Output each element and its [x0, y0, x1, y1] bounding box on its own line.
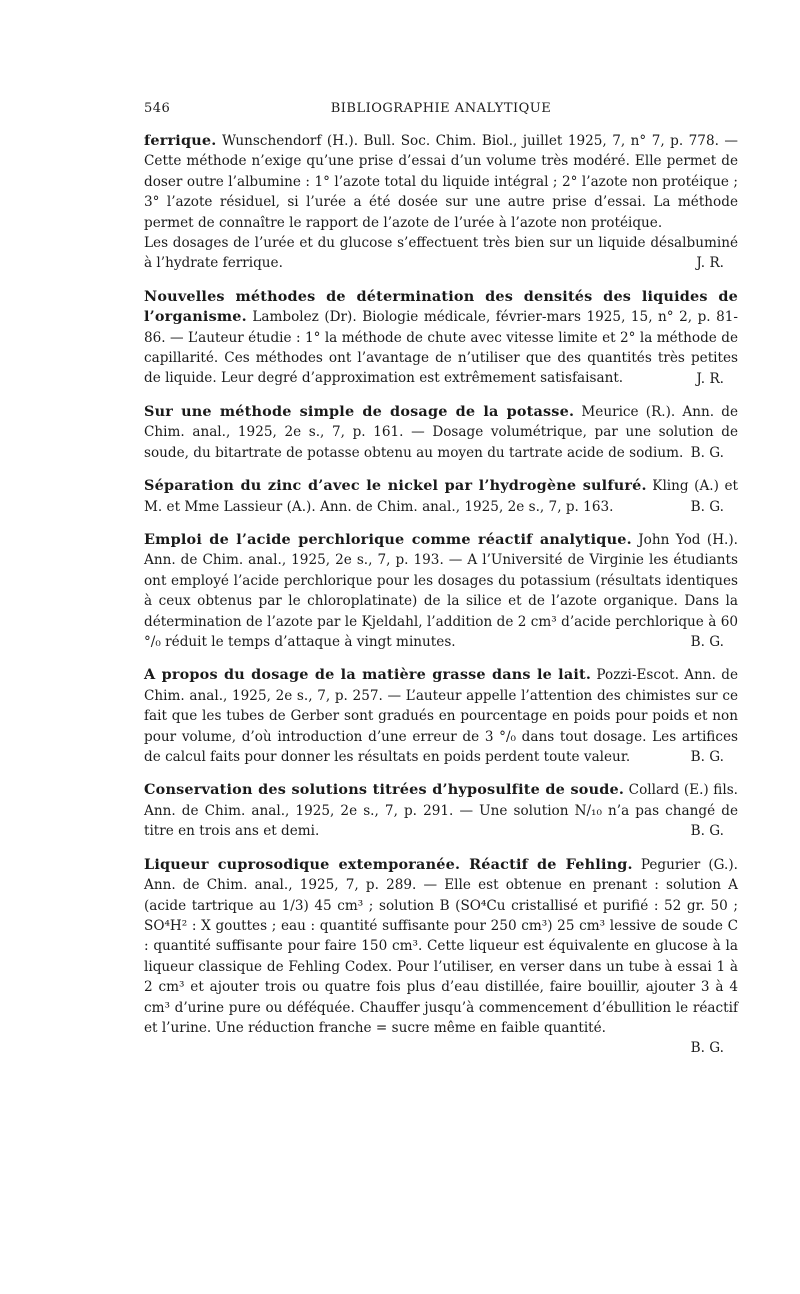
entry-title: Séparation du zinc d’avec le nickel par l’hydrogène sulfuré.	[144, 477, 647, 495]
entry-title: ferrique.	[144, 132, 217, 149]
entry-body: Pozzi-Escot. Ann. de Chim. anal., 1925, 2e s., 7, p. 257. — L’auteur appelle l’attention des chimistes sur ce fait que les tubes de Gerber sont gradués en pourcentage en poids pour poids et non pour volume, d’où introduction d’une erreur de 3 °/₀ dans tout dosage. Les artifices de calcul faits pour donner les résultats en poids perdent toute valeur.	[144, 667, 738, 766]
entry-title: Conservation des solutions titrées d’hyposulfite de soude.	[144, 781, 625, 799]
entry-title: Liqueur cuprosodique extemporanée. Réactif de Fehling.	[144, 855, 633, 873]
entry-body-paragraph: Les dosages de l’urée et du glucose s’effectuent très bien sur un liquide désalbuminé à l’hydrate ferrique.	[144, 235, 738, 272]
abstract-entry	[144, 402, 738, 463]
abstract-entry	[144, 476, 738, 517]
entry-signature: B. G.	[690, 1040, 724, 1057]
entry-title: Nouvelles méthodes de détermination des densités des liquides de l’organisme.	[144, 287, 738, 326]
page-header	[144, 101, 738, 123]
entry-title: Emploi de l’acide perchlorique comme réactif analytique.	[144, 530, 632, 548]
entry-signature: B. G.	[690, 444, 724, 461]
abstract-entry	[144, 780, 738, 841]
entry-title: A propos du dosage de la matière grasse dans le lait.	[144, 666, 592, 684]
entry-body: John Yod (H.). Ann. de Chim. anal., 1925, 2e s., 7, p. 193. — A l’Université de Virginie les étudiants ont employé l’acide perchlorique pour les dosages du potassium (résultats identiques à ceux obtenus par le chloroplatinate) de la silice et de l’azote organique. Dans la détermination de l’azote par le Kjeldahl, l’addition de 2 cm³ d’acide perchlorique à 60 °/₀ réduit le temps d’attaque à vingt minutes.	[144, 531, 738, 650]
entry-body: Collard (E.) fils. Ann. de Chim. anal., 1925, 2e s., 7, p. 291. — Une solution N/₁₀ n’a pas changé de titre en trois ans et demi.	[144, 782, 738, 840]
entry-body: Lambolez (Dr). Biologie médicale, février-mars 1925, 15, n° 2, p. 81-86. — L’auteur étudie : 1° la méthode de chute avec vitesse limite et 2° la méthode de capillarité. Ces méthodes ont l’avantage de n’utiliser que des quantités très petites de liquide. Leur degré d’approximation est extrêmement satisfaisant.	[144, 309, 738, 387]
page-number: 546	[144, 101, 171, 116]
running-title: BIBLIOGRAPHIE ANALYTIQUE	[330, 101, 552, 116]
abstract-entry	[144, 287, 738, 389]
abstract-entry	[144, 131, 738, 274]
entry-signature: B. G.	[690, 498, 724, 515]
abstract-entry	[144, 530, 738, 652]
entry-body: Kling (A.) et M. et Mme Lassieur (A.). Ann. de Chim. anal., 1925, 2e s., 7, p. 163.	[144, 478, 738, 515]
entry-signature: J. R.	[696, 255, 724, 272]
entry-signature: B. G.	[690, 749, 724, 766]
entry-title: Sur une méthode simple de dosage de la potasse.	[144, 402, 575, 420]
entry-signature: B. G.	[690, 823, 724, 840]
abstract-entry	[144, 665, 738, 767]
entry-body: Pegurier (G.). Ann. de Chim. anal., 1925, 7, p. 289. — Elle est obtenue en prenant : solution A (acide tartrique au 1/3) 45 cm³ ; solution B (SO⁴Cu cristallisé et purifié : 52 gr. 50 ; SO⁴H² : X gouttes ; eau : quantité suffisante pour 250 cm³) 25 cm³ lessive de soude C : quantité suffisante pour faire 150 cm³. Cette liqueur est équivalente en glucose à la liqueur classique de Fehling Codex. Pour l’utiliser, en verser dans un tube à essai 1 à 2 cm³ et ajouter trois ou quatre fois plus d’eau distillée, faire bouillir, ajouter 3 à 4 cm³ d’urine pure ou déféquée. Chauffer jusqu’à commencement d’ébullition le réactif et l’urine. Une réduction franche = sucre même en faible quantité.	[144, 856, 738, 1036]
abstract-entry	[144, 855, 738, 1059]
entry-body: Wunschendorf (H.). Bull. Soc. Chim. Biol., juillet 1925, 7, n° 7, p. 778. — Cette méthode n’exige qu’une prise d’essai d’un volume très modéré. Elle permet de doser outre l’albumine : 1° l’azote total du liquide intégral ; 2° l’azote non protéique ; 3° l’azote résiduel, si l’urée a été dosée sur une autre prise d’essai. La méthode permet de connaître le rapport de l’azote de l’urée à l’azote non protéique.	[144, 133, 738, 231]
entry-signature: J. R.	[696, 370, 724, 387]
entry-signature: B. G.	[690, 634, 724, 651]
entry-body: Meurice (R.). Ann. de Chim. anal., 1925, 2e s., 7, p. 161. — Dosage volumétrique, par une solution de soude, du bitartrate de potasse obtenu au moyen du tartrate acide de sodium.	[144, 403, 739, 461]
